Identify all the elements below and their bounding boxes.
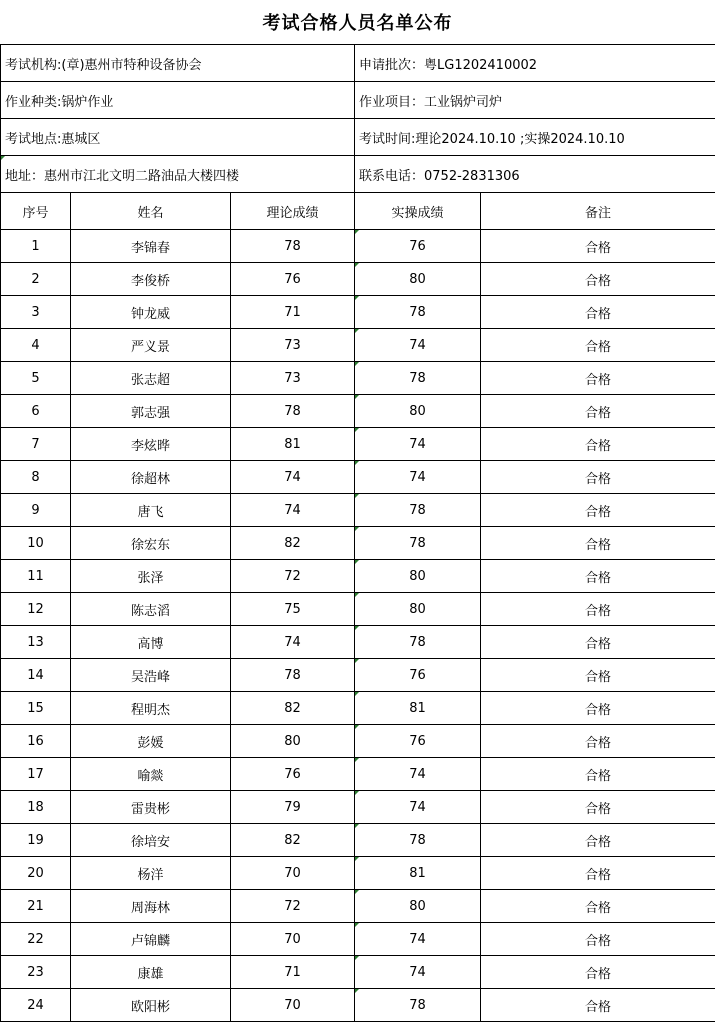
cell-theory-score: 78: [231, 659, 355, 692]
cell-practical-score: 80: [355, 593, 481, 626]
column-header-theory: 理论成绩: [231, 193, 355, 230]
cell-remark: 合格: [481, 461, 715, 494]
cell-remark: 合格: [481, 494, 715, 527]
cell-name: 陈志滔: [71, 593, 231, 626]
cell-name: 吴浩峰: [71, 659, 231, 692]
cell-practical-score: 78: [355, 527, 481, 560]
cell-remark: 合格: [481, 296, 715, 329]
table-row: [1, 428, 715, 461]
cell-practical-score: 81: [355, 857, 481, 890]
table-row: [1, 824, 715, 857]
table-row: [1, 659, 715, 692]
column-header-name: 姓名: [71, 193, 231, 230]
table-row: [1, 725, 715, 758]
cell-index: 3: [1, 296, 71, 329]
info-row: [1, 82, 715, 119]
cell-practical-score: 74: [355, 461, 481, 494]
cell-remark: 合格: [481, 395, 715, 428]
table-row: [1, 494, 715, 527]
cell-theory-score: 76: [231, 758, 355, 791]
exam-time: 考试时间:理论2024.10.10 ;实操2024.10.10: [355, 119, 715, 156]
cell-name: 严义景: [71, 329, 231, 362]
cell-index: 1: [1, 230, 71, 263]
cell-index: 23: [1, 956, 71, 989]
cell-index: 15: [1, 692, 71, 725]
cell-name: 杨洋: [71, 857, 231, 890]
cell-index: 4: [1, 329, 71, 362]
cell-remark: 合格: [481, 857, 715, 890]
table-row: [1, 890, 715, 923]
results-table: [0, 44, 715, 1022]
cell-name: 李锦春: [71, 230, 231, 263]
cell-index: 8: [1, 461, 71, 494]
table-header: [1, 193, 715, 230]
table-row: [1, 395, 715, 428]
table-row: [1, 560, 715, 593]
cell-remark: 合格: [481, 923, 715, 956]
cell-remark: 合格: [481, 824, 715, 857]
exam-location: 考试地点:惠城区: [1, 119, 355, 156]
cell-remark: 合格: [481, 989, 715, 1022]
cell-practical-score: 78: [355, 494, 481, 527]
cell-theory-score: 71: [231, 956, 355, 989]
cell-theory-score: 71: [231, 296, 355, 329]
cell-practical-score: 80: [355, 890, 481, 923]
cell-name: 卢锦麟: [71, 923, 231, 956]
cell-name: 徐培安: [71, 824, 231, 857]
table-row: [1, 758, 715, 791]
cell-name: 程明杰: [71, 692, 231, 725]
work-category: 作业种类:锅炉作业: [1, 82, 355, 119]
cell-practical-score: 78: [355, 824, 481, 857]
cell-theory-score: 70: [231, 857, 355, 890]
cell-name: 周海林: [71, 890, 231, 923]
cell-theory-score: 74: [231, 494, 355, 527]
cell-theory-score: 73: [231, 329, 355, 362]
cell-name: 康雄: [71, 956, 231, 989]
table-row: [1, 362, 715, 395]
cell-index: 10: [1, 527, 71, 560]
cell-name: 彭媛: [71, 725, 231, 758]
cell-index: 20: [1, 857, 71, 890]
cell-theory-score: 82: [231, 527, 355, 560]
cell-name: 喻燚: [71, 758, 231, 791]
cell-theory-score: 76: [231, 263, 355, 296]
cell-practical-score: 81: [355, 692, 481, 725]
cell-index: 14: [1, 659, 71, 692]
cell-practical-score: 76: [355, 725, 481, 758]
cell-name: 张志超: [71, 362, 231, 395]
cell-index: 5: [1, 362, 71, 395]
cell-name: 徐超林: [71, 461, 231, 494]
cell-theory-score: 74: [231, 461, 355, 494]
cell-practical-score: 80: [355, 560, 481, 593]
cell-practical-score: 74: [355, 329, 481, 362]
cell-practical-score: 76: [355, 230, 481, 263]
table-row: [1, 626, 715, 659]
table-row: [1, 461, 715, 494]
cell-theory-score: 73: [231, 362, 355, 395]
cell-remark: 合格: [481, 626, 715, 659]
cell-index: 22: [1, 923, 71, 956]
address: 地址：惠州市江北文明二路油品大楼四楼: [1, 156, 355, 193]
cell-index: 18: [1, 791, 71, 824]
table-row: [1, 296, 715, 329]
cell-index: 6: [1, 395, 71, 428]
page-title: 考试合格人员名单公布: [262, 13, 453, 34]
info-row: [1, 45, 715, 82]
cell-remark: 合格: [481, 362, 715, 395]
cell-theory-score: 80: [231, 725, 355, 758]
cell-remark: 合格: [481, 725, 715, 758]
cell-practical-score: 78: [355, 362, 481, 395]
table-row: [1, 923, 715, 956]
cell-practical-score: 74: [355, 428, 481, 461]
column-header-index: 序号: [1, 193, 71, 230]
table-row: [1, 593, 715, 626]
table-row: [1, 263, 715, 296]
cell-practical-score: 74: [355, 956, 481, 989]
cell-remark: 合格: [481, 527, 715, 560]
table-row: [1, 329, 715, 362]
cell-practical-score: 80: [355, 395, 481, 428]
cell-name: 李俊桥: [71, 263, 231, 296]
cell-index: 16: [1, 725, 71, 758]
cell-remark: 合格: [481, 560, 715, 593]
table-row: [1, 791, 715, 824]
cell-practical-score: 78: [355, 989, 481, 1022]
cell-name: 钟龙威: [71, 296, 231, 329]
cell-remark: 合格: [481, 791, 715, 824]
cell-name: 李炫晔: [71, 428, 231, 461]
work-project: 作业项目：工业锅炉司炉: [355, 82, 715, 119]
cell-index: 19: [1, 824, 71, 857]
application-batch: 申请批次：粤LG1202410002: [355, 45, 715, 82]
cell-name: 徐宏东: [71, 527, 231, 560]
cell-remark: 合格: [481, 593, 715, 626]
cell-remark: 合格: [481, 890, 715, 923]
cell-theory-score: 81: [231, 428, 355, 461]
exam-org: 考试机构:(章)惠州市特种设备协会: [1, 45, 355, 82]
cell-theory-score: 82: [231, 692, 355, 725]
cell-theory-score: 74: [231, 626, 355, 659]
cell-index: 11: [1, 560, 71, 593]
table-row: [1, 527, 715, 560]
cell-remark: 合格: [481, 659, 715, 692]
info-row: [1, 119, 715, 156]
cell-remark: 合格: [481, 329, 715, 362]
cell-index: 21: [1, 890, 71, 923]
cell-theory-score: 70: [231, 989, 355, 1022]
cell-remark: 合格: [481, 956, 715, 989]
cell-index: 2: [1, 263, 71, 296]
cell-theory-score: 70: [231, 923, 355, 956]
cell-practical-score: 74: [355, 791, 481, 824]
cell-theory-score: 75: [231, 593, 355, 626]
cell-remark: 合格: [481, 230, 715, 263]
cell-index: 24: [1, 989, 71, 1022]
cell-practical-score: 80: [355, 263, 481, 296]
cell-name: 唐飞: [71, 494, 231, 527]
cell-index: 12: [1, 593, 71, 626]
cell-theory-score: 72: [231, 560, 355, 593]
cell-remark: 合格: [481, 263, 715, 296]
cell-index: 13: [1, 626, 71, 659]
table-row: [1, 857, 715, 890]
cell-remark: 合格: [481, 758, 715, 791]
info-row: [1, 156, 715, 193]
contact-phone: 联系电话：0752-2831306: [355, 156, 715, 193]
cell-theory-score: 82: [231, 824, 355, 857]
cell-practical-score: 78: [355, 296, 481, 329]
table-row: [1, 956, 715, 989]
cell-name: 雷贵彬: [71, 791, 231, 824]
table-row: [1, 230, 715, 263]
cell-index: 7: [1, 428, 71, 461]
table-row: [1, 692, 715, 725]
cell-name: 高博: [71, 626, 231, 659]
cell-index: 9: [1, 494, 71, 527]
cell-theory-score: 78: [231, 230, 355, 263]
cell-practical-score: 78: [355, 626, 481, 659]
column-header-practical: 实操成绩: [355, 193, 481, 230]
cell-remark: 合格: [481, 428, 715, 461]
cell-name: 张泽: [71, 560, 231, 593]
cell-practical-score: 74: [355, 923, 481, 956]
column-header-remark: 备注: [481, 193, 715, 230]
cell-practical-score: 76: [355, 659, 481, 692]
cell-remark: 合格: [481, 692, 715, 725]
cell-name: 郭志强: [71, 395, 231, 428]
cell-index: 17: [1, 758, 71, 791]
cell-practical-score: 74: [355, 758, 481, 791]
table-row: [1, 989, 715, 1022]
cell-theory-score: 72: [231, 890, 355, 923]
cell-theory-score: 79: [231, 791, 355, 824]
cell-name: 欧阳彬: [71, 989, 231, 1022]
cell-theory-score: 78: [231, 395, 355, 428]
